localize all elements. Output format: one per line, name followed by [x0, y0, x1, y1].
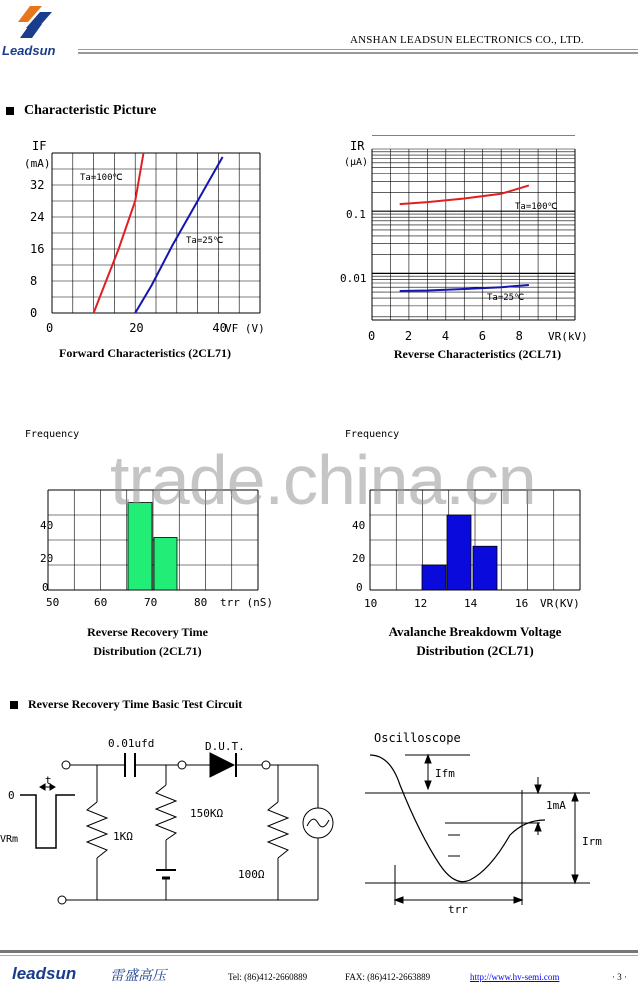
1ma-label: 1mA: [546, 799, 566, 812]
x-tick-40: 40: [212, 321, 227, 335]
reverse-chart: [330, 135, 600, 345]
r3-label: 100Ω: [238, 868, 265, 881]
y-tick-16: 16: [30, 242, 45, 256]
diode-icon: [210, 753, 234, 777]
x-tick-70: 70: [144, 596, 158, 609]
bar: [447, 515, 471, 590]
irm-label: Irm: [582, 835, 602, 848]
x-tick-60: 60: [94, 596, 108, 609]
footer-rule: [0, 950, 638, 953]
x-tick-0: 0: [368, 329, 376, 343]
y-tick-0: 0: [42, 581, 49, 594]
x-tick-12: 12: [414, 597, 428, 610]
y-tick-20: 20: [352, 552, 366, 565]
x-tick-50: 50: [46, 596, 60, 609]
y-tick-24: 24: [30, 210, 45, 224]
r2-label: 150KΩ: [190, 807, 224, 820]
footer-url-link[interactable]: http://www.hv-semi.com: [470, 972, 560, 982]
x-tick-14: 14: [464, 597, 478, 610]
pulse-waveform-icon: [20, 795, 75, 848]
oscilloscope-title: Oscilloscope: [374, 731, 461, 745]
series-line-ta25: [135, 157, 222, 313]
test-circuit-diagram: [0, 730, 345, 915]
capacitor-label: 0.01ufd: [108, 737, 155, 750]
t-label: t: [45, 774, 52, 787]
y-tick-0.01: 0.01: [340, 272, 367, 285]
brand-name: Leadsun: [2, 43, 56, 58]
vr-axis-label: VR(kV): [548, 330, 588, 343]
oscilloscope-waveform: [360, 725, 630, 915]
frequency-label: Frequency: [25, 429, 80, 440]
vr-kv-axis-label: VR(KV): [540, 597, 580, 610]
y-tick-32: 32: [30, 178, 45, 192]
ua-unit-label: (μA): [344, 157, 369, 168]
y-tick-0: 0: [356, 581, 363, 594]
terminal-node: [62, 761, 70, 769]
forward-caption: Forward Characteristics (2CL71): [59, 346, 231, 360]
header-rule: [78, 49, 638, 50]
ifm-label: Ifm: [435, 767, 455, 780]
x-tick-2: 2: [404, 329, 413, 343]
reverse-grid: [372, 135, 575, 320]
zero-label: 0: [8, 789, 15, 802]
trr-label: trr: [448, 903, 468, 915]
y-tick-20: 20: [40, 552, 54, 565]
page-number: · 3 ·: [612, 972, 627, 982]
x-tick-8: 8: [515, 329, 523, 343]
bar: [473, 546, 497, 590]
recovery-curve: [370, 755, 545, 882]
r1-label: 1KΩ: [113, 830, 133, 843]
footer-tel: Tel: (86)412-2660889: [228, 972, 308, 982]
x-tick-4: 4: [441, 329, 450, 343]
resistor-150k-icon: [156, 785, 176, 840]
frequency-label: Frequency: [345, 429, 400, 440]
reverse-caption: Reverse Characteristics (2CL71): [393, 347, 562, 361]
resistor-1k-icon: [87, 802, 107, 858]
footer-brand-cn: 雷盛高压: [110, 968, 166, 984]
footer-rule-thin: [0, 955, 638, 956]
x-tick-20: 20: [129, 321, 144, 335]
ta25-label: Ta=25℃: [487, 293, 525, 303]
ta25-label: Ta=25℃: [186, 236, 224, 246]
bar: [154, 538, 177, 591]
footer-brand: leadsun: [12, 964, 77, 983]
y-tick-8: 8: [30, 274, 38, 288]
x-tick-80: 80: [194, 596, 208, 609]
y-tick-40: 40: [352, 519, 366, 532]
vrm-label: VRm: [0, 834, 19, 845]
y-tick-0.1: 0.1: [346, 208, 366, 221]
ma-unit-label: (mA): [24, 157, 51, 170]
x-tick-6: 6: [478, 329, 486, 343]
forward-chart: [20, 135, 290, 340]
y-tick-0: 0: [30, 306, 38, 320]
ta100-label: Ta=100℃: [515, 202, 558, 212]
trr-axis-label: trr (nS): [220, 596, 273, 609]
dut-label: D.U.T.: [205, 740, 245, 753]
company-name: ANSHAN LEADSUN ELECTRONICS CO., LTD.: [350, 34, 584, 46]
x-tick-16: 16: [515, 597, 529, 610]
bar: [422, 565, 446, 590]
if-axis-symbol: IF: [32, 139, 47, 153]
x-tick-0: 0: [46, 321, 54, 335]
rr-caption: Reverse Recovery Time Distribution (2CL71): [87, 625, 208, 658]
x-tick-10: 10: [364, 597, 378, 610]
vf-axis-label: VF (V): [225, 322, 265, 335]
leadsun-logo-icon: [12, 4, 62, 44]
header-rule-thick: [78, 52, 638, 54]
av-caption: Avalanche Breakdowm Voltage Distribution (2CL71): [388, 624, 562, 658]
y-tick-40: 40: [40, 519, 54, 532]
watermark: trade.china.cn: [110, 441, 536, 519]
ir-axis-symbol: IR: [350, 139, 365, 153]
section-title-circuit: Reverse Recovery Time Basic Test Circuit: [10, 697, 242, 712]
resistor-100-icon: [268, 802, 288, 858]
ta100-label: Ta=100℃: [80, 173, 123, 183]
footer-fax: FAX: (86)412-2663889: [345, 972, 431, 982]
section-title-characteristic: Characteristic Picture: [6, 103, 156, 119]
